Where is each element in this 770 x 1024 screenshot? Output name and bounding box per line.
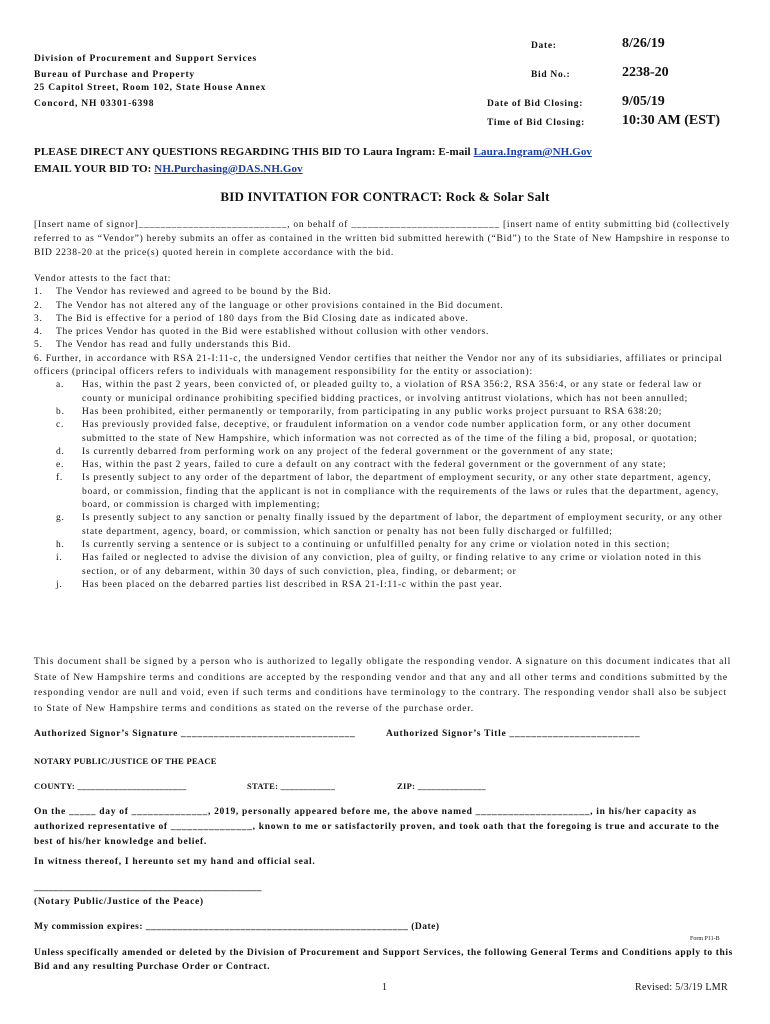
form-number: Form P11-B (690, 936, 720, 942)
notary-heading: NOTARY PUBLIC/JUSTICE OF THE PEACE (34, 756, 217, 766)
questions-text: PLEASE DIRECT ANY QUESTIONS REGARDING THIS BID TO Laura Ingram: E-mail (34, 146, 474, 158)
sub-item-text: Has failed or neglected to advise the division of any conviction, plea of guilty, or finding relative to any crime or violation noted in this section, or of any debarment, within 30 days of such conviction, plea, finding, or debarment; or (82, 553, 702, 577)
org-line-3: 25 Capitol Street, Room 102, State House Annex (34, 83, 267, 93)
sub-item (34, 379, 734, 406)
sub-item (34, 579, 734, 592)
sub-item-text: Has been placed on the debarred parties list described in RSA 21-I:11-c within the past year. (82, 579, 503, 590)
notary-signature-line[interactable]: ______________________________________________ (34, 883, 262, 893)
sub-item-text: Is presently subject to any sanction or penalty finally issued by the department of labor, the department of employment security, or any other state department, agency, board, or commission, which sanction or penalty has not been fully discharged or fulfilled; (82, 513, 723, 537)
signing-paragraph: This document shall be signed by a person who is authorized to legally obligate the responding vendor. A signature on this document indicates that all State of New Hampshire terms and conditions are accepted by the responding vendor and that any and all other terms and conditions submitted by the responding vendor are null and void, even if such terms and conditions have terminology to the contrary. The responding vendor shall also be subject to State of New Hampshire terms and conditions as stated on the reverse of the purchase order. (34, 657, 732, 714)
org-line-2: Bureau of Purchase and Property (34, 70, 195, 80)
email-bid-text: EMAIL YOUR BID TO: (34, 163, 155, 175)
list-item (34, 300, 734, 313)
list-item-number: 2. (34, 300, 43, 311)
sub-item-text: Is currently debarred from performing work on any project of the federal government or the government of any state; (82, 446, 614, 457)
sub-item-text: Has previously provided false, deceptive, or fraudulent information on a vendor code number application form, or any other document submitted to the state of New Hampshire, which information was not corrected as of the time of the filing a bid, proposal, or quotation; (82, 420, 698, 444)
closing-time-value: 10:30 AM (EST) (622, 113, 720, 128)
list-item-text: The prices Vendor has quoted in the Bid were established without collusion with other vendors. (56, 327, 490, 338)
sub-item (34, 552, 734, 579)
date-label: Date: (531, 41, 557, 51)
page-title: BID INVITATION FOR CONTRACT: Rock & Solar Salt (220, 189, 550, 204)
sub-item-letter: i. (56, 553, 63, 564)
org-line-1: Division of Procurement and Support Services (34, 54, 258, 64)
zip-field[interactable]: ZIP: _______________ (397, 781, 486, 791)
list-item-number: 1. (34, 287, 43, 298)
county-field[interactable]: COUNTY: ________________________ (34, 781, 187, 791)
notary-signature-caption: (Notary Public/Justice of the Peace) (34, 897, 204, 907)
witness-line: In witness thereof, I hereunto set my hand and official seal. (34, 857, 316, 867)
revised-note: Revised: 5/3/19 LMR (635, 982, 728, 993)
sub-item (34, 406, 734, 419)
list-item-text: The Vendor has reviewed and agreed to be bound by the Bid. (56, 287, 332, 298)
list-item-text: The Vendor has not altered any of the language or other provisions contained in the Bid document. (56, 300, 504, 311)
sub-item (34, 472, 734, 512)
sub-item-text: Has, within the past 2 years, failed to cure a default on any contract with the federal government or the government of any state; (82, 460, 667, 471)
sub-item-letter: c. (56, 420, 65, 431)
sub-item-text: Has been prohibited, either permanently or temporarily, from participating in any public works project pursuant to RSA 638:20; (82, 406, 663, 417)
sub-item (34, 512, 734, 539)
sub-item-letter: a. (56, 380, 65, 391)
intro-paragraph: [Insert name of signor]___________________________, on behalf of ___________________________ [insert name of entity submitting bid (collectively referred to as “Vendor”) hereby submits an offer as contained in the written bid submitted herewith (“Bid”) to the State of New Hampshire in response to BID 2238-20 at the price(s) quoted herein in complete accordance with the bid. (34, 220, 731, 258)
bid-no-value: 2238-20 (622, 65, 669, 80)
sub-item (34, 446, 734, 459)
list-item-text: Further, in accordance with RSA 21-I:11-c, the undersigned Vendor certifies that neither the Vendor nor any of its subsidiaries, affiliates or principal officers (principal officers refers to individuals with management responsibility for the entity or association): (34, 353, 723, 378)
org-line-4: Concord, NH 03301-6398 (34, 99, 155, 109)
list-item (34, 326, 734, 339)
questions-email-link[interactable]: Laura.Ingram@NH.Gov (473, 146, 593, 158)
closing-time-label: Time of Bid Closing: (487, 118, 586, 128)
signor-title-field[interactable]: Authorized Signor’s Title ________________________ (386, 729, 641, 739)
questions-line (34, 146, 592, 158)
list-item-number: 5. (34, 340, 43, 351)
date-value: 8/26/19 (622, 36, 665, 51)
sub-item-letter: j. (56, 579, 63, 590)
list-item-text: The Bid is effective for a period of 180 days from the Bid Closing date as indicated above. (56, 313, 469, 324)
sub-item-text: Is currently serving a sentence or is subject to a continuing or unfulfilled penalty for any crime or violation noted in this section; (82, 539, 671, 550)
sub-item-text: Has, within the past 2 years, been convicted of, or pleaded guilty to, a violation of RSA 356:2, RSA 356:4, or any state or federal law or county or municipal ordinance prohibiting specified bidding practices, or involving antitrust violations, which has not been annulled; (82, 380, 703, 404)
sub-item-letter: e. (56, 460, 65, 471)
list-item-text: The Vendor has read and fully understands this Bid. (56, 340, 292, 351)
closing-date-value: 9/05/19 (622, 94, 665, 109)
list-item-number: 4. (34, 327, 43, 338)
sub-item-letter: d. (56, 446, 65, 457)
list-item-number: 6. (34, 353, 43, 364)
sub-item-letter: f. (56, 473, 64, 484)
notary-on-the-paragraph: On the _____ day of ______________, 2019, personally appeared before me, the above named _____________________, in his/her capacity as authorized representative of _______________, known to me or satisfactorily proven, and took oath that the foregoing is true and accurate to the best of his/her knowledge and belief. (34, 807, 720, 847)
general-terms-note: Unless specifically amended or deleted by the Division of Procurement and Support Services, the following General Terms and Conditions apply to this Bid and any resulting Purchase Order or Contract. (34, 948, 733, 972)
sub-item-letter: g. (56, 513, 65, 524)
sub-item-letter: b. (56, 406, 65, 417)
list-item (34, 313, 734, 326)
sub-item-text: Is presently subject to any order of the department of labor, the department of employment security, or any other state department, agency, board, or commission, finding that the applicant is not in compliance with the requirements of the laws or rules that the department, agency, board, or commission is charged with implementing; (82, 473, 719, 511)
sub-item-letter: h. (56, 539, 65, 550)
email-bid-link[interactable]: NH.Purchasing@DAS.NH.Gov (154, 163, 303, 175)
list-item-number: 3. (34, 313, 43, 324)
commission-expires-field[interactable]: My commission expires: __________________________________________________ (Date) (34, 922, 440, 932)
list-item (34, 339, 734, 352)
sub-item (34, 539, 734, 552)
state-field[interactable]: STATE: ____________ (247, 781, 336, 791)
sub-item (34, 459, 734, 472)
attests-heading: Vendor attests to the fact that: (34, 274, 172, 284)
sub-item (34, 419, 734, 446)
attests-section (34, 273, 734, 592)
closing-date-label: Date of Bid Closing: (487, 99, 584, 109)
page-number: 1 (382, 982, 387, 993)
signor-signature-field[interactable]: Authorized Signor’s Signature ________________________________ (34, 729, 356, 739)
email-bid-line (34, 163, 303, 175)
list-item (34, 286, 734, 299)
bid-no-label: Bid No.: (531, 70, 571, 80)
list-item (34, 353, 734, 380)
